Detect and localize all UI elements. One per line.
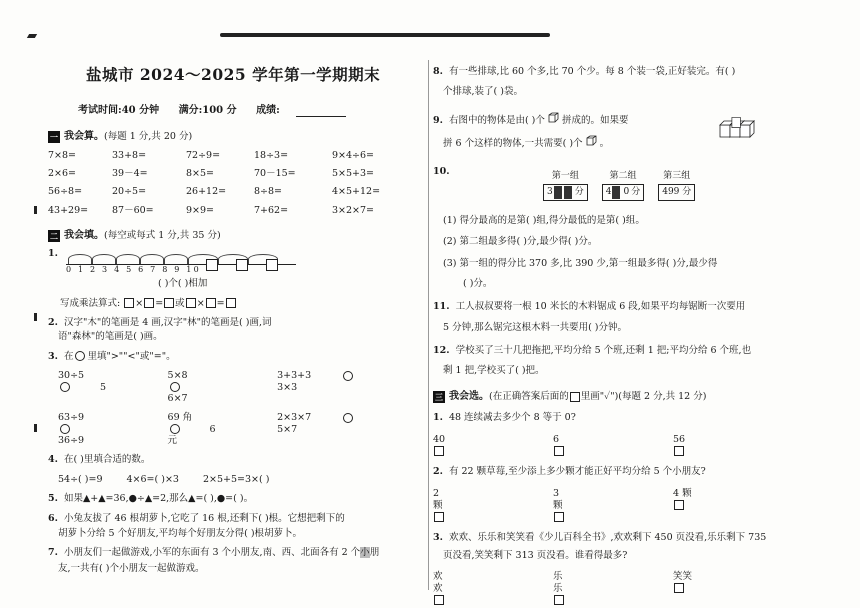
q11-text-b: 5 分钟,那么锯完这根木料一共要用( )分钟。 [443,321,628,333]
q5-number: 5. [48,493,58,505]
calc-item: 87－60= [112,204,154,216]
number-line-blank[interactable] [236,259,248,271]
choice-1-number: 1. [433,411,443,423]
q6 [48,513,420,540]
q5-text: 如果▲+▲=36,●÷▲=2,那么▲=( ),●=( )。 [63,493,254,505]
option-label: 40 [433,434,446,446]
scan-mark [34,313,37,321]
compare-circle[interactable] [343,371,353,381]
option-checkbox[interactable] [554,595,564,605]
hidden-digit [612,186,620,199]
option [553,571,673,605]
score-unit: 分 [631,186,641,197]
q4-items [58,474,420,485]
calc-item: 7×8= [48,149,77,161]
score-label: 成绩: [256,104,280,116]
compare-item [277,412,390,446]
answer-box[interactable] [164,298,174,308]
calc-item: 70－15= [254,167,296,179]
group-label: 第三组 [663,170,691,181]
q9-text-a2: 拼成的。如果要 [561,114,629,126]
jump-arc [164,254,188,264]
q2-text-b: 画,词 [249,316,272,328]
compare-circle[interactable] [170,382,180,392]
score-digit: 0 [623,186,630,197]
choice-3-number: 3. [433,531,443,543]
jump-arc [140,254,164,264]
compare-item [58,370,138,404]
q5 [48,493,420,504]
full-score: 满分:100 分 [178,104,237,116]
option-checkbox[interactable] [674,446,684,456]
compare-item [168,412,248,446]
section2-note: (每空或每式 1 分,共 35 分) [104,230,221,242]
section3-header [433,391,833,403]
section2-title: 我会填。 [64,230,104,242]
q9 [433,112,833,150]
jump-arc [68,254,92,264]
option-checkbox[interactable] [434,595,444,605]
compare-left: 30÷5 [58,370,85,382]
number-line-blank[interactable] [206,259,218,271]
option [433,488,553,522]
compare-circle[interactable] [60,382,70,392]
compare-circle[interactable] [60,424,70,434]
section3-note-b: 里画"✓")(每题 2 分,共 12 分) [580,391,707,403]
section3-number: 三 [435,391,443,402]
calc-item: 18÷3= [254,149,289,161]
q1-formula-label: 写成乘法算式: [60,297,121,309]
q8-text-a: 有一些排球,比 60 个多,比 70 个少。每 8 个装一袋,正好装完。有( ) [448,66,736,77]
group-label: 第一组 [551,170,579,181]
compare-right: 6 元 [167,423,216,447]
exam-time: 考试时间:40 分钟 [78,104,160,116]
calc-item: 8÷8= [254,186,283,198]
column-divider [428,60,429,590]
scan-mark [34,206,37,214]
choice-1-options [433,434,833,457]
q4-item: 54÷( )=9 [58,473,103,485]
calc-item: 72÷9= [186,149,221,161]
group-3-score: 499 分 [658,184,695,201]
q10-2: (2) 第二组最多得( )分,最少得( )分。 [443,236,598,248]
answer-box[interactable] [206,298,216,308]
group-2-score [602,184,644,201]
option [433,434,553,457]
choice-2-options [433,488,833,522]
option [553,488,673,522]
q4-item: 4×6=( )×3 [126,473,179,485]
compare-circle [75,351,85,361]
compare-item [277,370,390,404]
right-column [433,60,833,606]
compare-right: 6×7 [167,392,188,404]
compare-left: 3+3+3 [277,370,312,382]
compare-circle[interactable] [343,413,353,423]
calc-item: 26+12= [186,186,227,198]
q12-text-b: 剩 1 把,学校买了( )把。 [443,365,545,377]
q3-text2: 里填">""<"或"="。 [87,350,176,362]
q7-text-a: 小朋友们一起做游戏,小军的东面有 3 个小朋友,南、西、北面各有 2 个 [63,547,361,559]
scan-mark [34,424,37,432]
calc-item: 7+62= [254,204,289,216]
q8-number: 8. [433,66,443,77]
calc-item: 5×5+3= [332,167,375,179]
option-checkbox[interactable] [674,500,684,510]
calc-item: 9×9= [186,204,215,216]
option-label: 笑笑 [673,571,693,583]
option [553,434,673,457]
q3-row-1 [58,370,420,404]
or-text: 或 [175,297,185,309]
choice-2-number: 2. [433,466,443,478]
choice-2-text: 有 22 颗草莓,至少添上多少颗才能正好平均分给 5 个小朋友? [448,466,706,478]
number-line-blank[interactable] [266,259,278,271]
section1-title: 我会算。 [64,130,104,142]
q3-text: 在 [63,350,74,362]
q1-line: ( )个( )相加 [158,278,208,290]
q11 [433,301,833,333]
choice-1-text: 48 连续减去多少个 8 等于 0? [448,411,576,423]
q10 [433,166,833,290]
group-1-score [543,184,588,201]
compare-item [58,412,138,446]
group-3 [658,171,695,201]
choice-1 [433,412,833,457]
corner-mark [27,34,37,38]
option-checkbox[interactable] [434,512,444,522]
q10-3a: (3) 第一组的得分比 370 多,比 390 少,第一组最多得( )分,最少得 [443,257,718,269]
option-label: 56 [673,434,686,446]
compare-right: 3×3 [277,381,298,393]
option-label: 4 颗 [673,488,692,500]
q4-text: 在( )里填合适的数。 [63,454,151,466]
q3-number: 3. [48,350,58,362]
q11-number: 11. [433,301,450,313]
q10-3b: ( )分。 [463,277,493,289]
q2-text-a: 汉字"木"的笔画是 4 画,汉字"林"的笔画是( ) [63,316,250,328]
q6-number: 6. [48,512,58,524]
calc-item: 20÷5= [112,186,147,198]
q6-text-c: 胡萝卜分给 5 个好朋友,平均每个好朋友分得( )根胡萝卜。 [58,528,303,540]
choice-3-text-a: 欢欢、乐乐和笑笑看《少儿百科全书》,欢欢剩下 450 页没看,乐乐剩下 735 [448,531,767,543]
calc-item: 56÷8= [48,186,83,198]
section1-number: 一 [50,131,58,142]
q2 [48,317,420,343]
compare-left: 2×3×7 [277,412,312,424]
q1-number: 1. [48,248,58,260]
q4 [48,454,420,485]
cube-icon [583,138,600,149]
compare-item [168,370,248,404]
q9-number: 9. [433,114,443,126]
calc-item: 4×5+12= [332,186,381,198]
scan-edge-mark [220,33,550,37]
calc-item: 2×6= [48,167,77,179]
option-checkbox[interactable] [554,512,564,522]
answer-box[interactable] [144,298,154,308]
option [433,571,553,605]
option [673,488,833,522]
compare-right: 5 [100,381,107,393]
option-checkbox[interactable] [434,446,444,456]
jump-arc [92,254,116,264]
q12 [433,345,833,377]
option-label: 2 颗 [433,488,443,511]
group-1 [543,171,588,201]
q3 [48,351,420,447]
compare-circle[interactable] [170,424,180,434]
number-line-labels: 0 1 2 3 4 5 6 7 8 9 10 [65,265,201,275]
q1 [48,248,420,309]
choice-3-options [433,571,833,605]
answer-box[interactable] [226,298,236,308]
compare-left: 5×8 [167,370,188,382]
q7-text-c: 朋 [369,547,380,559]
group-2 [602,171,644,201]
option [673,571,833,605]
q6-text-a: 小兔友拔了 46 根胡萝卜,它吃了 16 根,还剩下( )根。它想把剩 [63,512,326,524]
q10-number: 10. [433,165,450,177]
calc-grid [48,150,420,217]
section2-number: 二 [50,231,58,242]
option-checkbox[interactable] [674,583,684,593]
section1-header [48,131,420,143]
q10-1: (1) 得分最高的是第( )组,得分最低的是第( )组。 [443,214,645,226]
q8 [433,66,833,98]
q7-text-b: 小 [360,547,370,559]
cube-icon [545,115,562,126]
q2-text-c: 语"森林"的笔画是( )画。 [58,331,163,343]
score-unit: 分 [574,186,584,197]
q11-text-a: 工人叔叔要将一根 10 米长的木料锯成 6 段,如果平均每锯断一次要用 [455,301,746,313]
calc-item: 8×5= [186,167,215,179]
option [673,434,833,457]
section2-header [48,230,420,242]
choice-3 [433,532,833,606]
q2-number: 2. [48,316,58,328]
q7-number: 7. [48,547,58,559]
compare-left: 63÷9 [58,412,85,424]
compare-right: 5×7 [277,423,298,435]
option-label: 乐乐 [553,571,563,594]
choice-2 [433,466,833,523]
score-digit: 3 [547,186,553,197]
left-column [48,62,420,574]
option-checkbox[interactable] [554,446,564,456]
jump-arc [116,254,140,264]
section3-title: 我会选。 [449,390,489,402]
number-line [66,252,366,280]
q1-formula-row: 写成乘法算式: × = 或 × = [60,298,420,309]
answer-box[interactable] [124,298,134,308]
compare-right: 36÷9 [58,435,85,447]
section1-note: (每题 1 分,共 20 分) [104,130,193,142]
exam-info [78,105,420,117]
q9-line-b [433,135,833,149]
q12-text-a: 学校买了三十几把拖把,平均分给 5 个班,还剩 1 把;平均分给 6 个班,也 [455,345,752,357]
answer-box[interactable] [186,298,196,308]
q8-text-b: 个排球,装了( )袋。 [443,86,523,98]
checkbox-icon [570,392,580,402]
calc-item: 3×2×7= [332,204,375,216]
group-label: 第二组 [609,170,637,181]
q6-text-b: 下的 [325,512,345,524]
q4-item: 2×5+5=3×( ) [202,473,270,485]
score-groups [543,171,833,201]
q7-text-d: 友,一共有( )个小朋友一起做游戏。 [58,562,205,574]
calc-item: 9×4÷6= [332,149,375,161]
q7 [48,547,420,574]
option-label: 欢欢 [433,571,443,594]
calc-item: 43+29= [48,204,89,216]
page-title: 盐城市 2024～2025 学年第一学期期末 [86,65,381,84]
hidden-digit [564,186,572,199]
cube-figure [716,116,760,146]
q9-text-b2: 。 [599,138,610,150]
score-digit: 4 [605,186,612,197]
choice-3-text-b: 页没看,笑笑剩下 313 页没看。谁看得最多? [443,550,628,561]
q9-text-a: 右图中的物体是由( )个 [448,114,545,126]
hidden-digit [554,186,562,199]
option-label: 6 [553,434,560,446]
q12-number: 12. [433,345,450,357]
calc-item: 33+8= [112,149,147,161]
score-blank[interactable] [296,107,346,117]
q4-number: 4. [48,454,58,466]
q3-row-2 [58,412,420,446]
section3-note-a: (在正确答案后面的 [489,391,569,403]
compare-left: 69 角 [167,412,193,424]
calc-item: 39－4= [112,167,148,179]
q9-text-b: 拼 6 个这样的物体,一共需要( )个 [443,138,583,150]
option-label: 3 颗 [553,488,563,511]
